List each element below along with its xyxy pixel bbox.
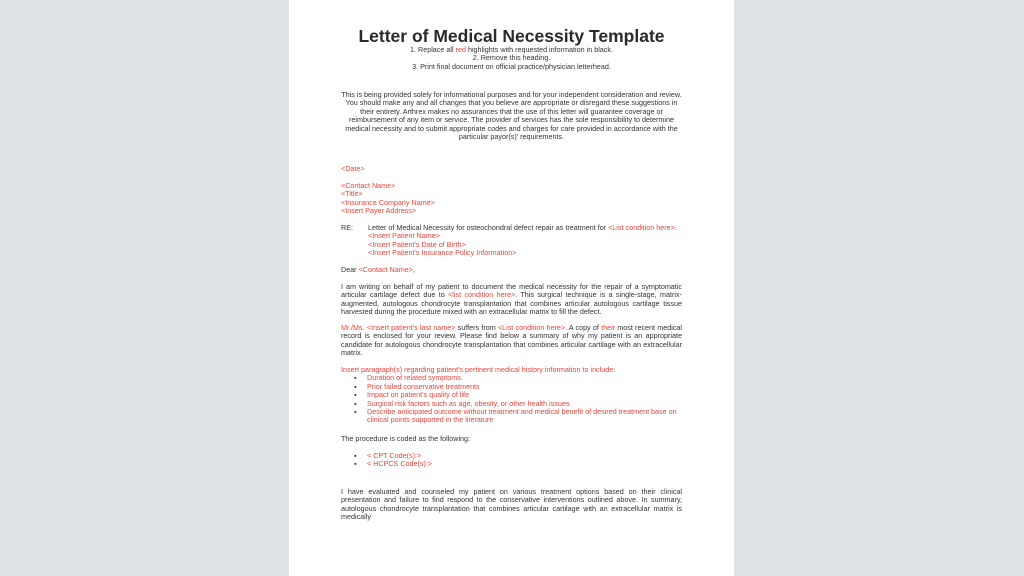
- re-patient-dob: <Insert Patient's Date of Birth>: [368, 239, 466, 249]
- history-section: [341, 366, 682, 425]
- bullet-icon: ▪: [354, 407, 357, 417]
- list-item: ▪ Surgical risk factors such as age, obesity, or other health issues: [354, 398, 570, 408]
- procedure-codes: [341, 452, 682, 469]
- disclaimer-paragraph: This is being provided solely for informational purposes and for your independent consideration and review. You should make any and all changes that you believe are appropriate or disregard these suggestions in their entirety. Arthrex makes no assurances that the use of this letter will guarantee coverage or reimbursement of any item or service. The provider of services has the sole responsibility to determine medical necessity and to submit appropriate codes and charges for care provided in accordance with the particular payor(s)' requirements.: [341, 90, 682, 142]
- list-item: ▪ Describe anticipated outcome without treatment and medical benefit of desired treatment base on clinical points supported in the literature: [354, 407, 677, 425]
- address-payer-address: <Insert Payer Address>: [341, 206, 417, 216]
- instructions: [341, 46, 682, 71]
- instruction-line-2: 2. Remove this heading.: [472, 53, 551, 63]
- list-item: ▪ Duration of related symptoms: [354, 373, 461, 383]
- re-label: RE:: [341, 223, 353, 232]
- bullet-icon: ▪: [354, 381, 357, 391]
- re-text: Letter of Medical Necessity for osteochondral defect repair as treatment for <List condition here>.: [368, 223, 677, 232]
- paragraph-3: I have evaluated and counseled my patient on various treatment options based on their clinical presentation and failure to find respond to the conservative interventions outlined above. In summary, autologous chondrocyte transplantation that combines articular cartilage with an extracellular matrix is medically: [341, 487, 682, 522]
- paragraph-2: Mr./Ms. <Insert patient's last name> suffers from <List condition here>. A copy of their most recent medical record is enclosed for your review. Please find below a summary of why my patient is an appropriate candidate for autologous chondrocyte transplantation that combines articular cartilage with an extracellular matrix.: [341, 323, 683, 358]
- date-placeholder: <Date>: [341, 164, 365, 173]
- re-block: [341, 224, 682, 258]
- history-intro: Insert paragraph(s) regarding patient's pertinent medical history information to include:: [341, 365, 616, 374]
- paragraph-1: I am writing on behalf of my patient to document the medical necessity for the repair of a symptomatic articular cartilage defect due to <list condition here>. This surgical technique is a single-stage, matrix-augmented, autologous chondrocyte transplantation that combines articular autologous cartilage tissue harvested during the procedure mixed with an extracellular matrix to fill the defect.: [341, 282, 682, 317]
- document-page: [289, 0, 734, 576]
- list-item: ▪ < CPT Code(s):>: [354, 451, 422, 460]
- bullet-icon: ▪: [354, 373, 357, 383]
- history-list: [341, 374, 682, 424]
- document-title: Letter of Medical Necessity Template: [358, 26, 665, 46]
- address-title: <Title>: [341, 189, 363, 199]
- re-patient-name: <Insert Patient Name>: [368, 231, 440, 241]
- salutation: Dear <Contact Name>,: [341, 265, 415, 274]
- instruction-line-3: 3. Print final document on official practice/physician letterhead.: [412, 61, 611, 71]
- instruction-line-1: 1. Replace all red highlights with requested information in black.: [410, 45, 613, 54]
- address-block: [341, 182, 682, 216]
- address-insurance-company: <Insurance Company Name>: [341, 197, 435, 207]
- list-item: ▪ Prior failed conservative treatments: [354, 381, 480, 391]
- address-contact-name: <Contact Name>: [341, 181, 396, 190]
- list-item: ▪ < HCPCS Code(s):>: [354, 459, 433, 469]
- bullet-icon: ▪: [354, 459, 357, 469]
- bullet-icon: ▪: [354, 451, 357, 460]
- bullet-icon: ▪: [354, 390, 357, 400]
- list-item: ▪ Impact on patient's quality of life: [354, 390, 470, 400]
- codes-list: [341, 452, 682, 469]
- bullet-icon: ▪: [354, 398, 357, 408]
- re-patient-insurance: <Insert Patient's Insurance Policy Information>: [368, 248, 517, 258]
- procedure-intro: The procedure is coded as the following:: [341, 434, 471, 443]
